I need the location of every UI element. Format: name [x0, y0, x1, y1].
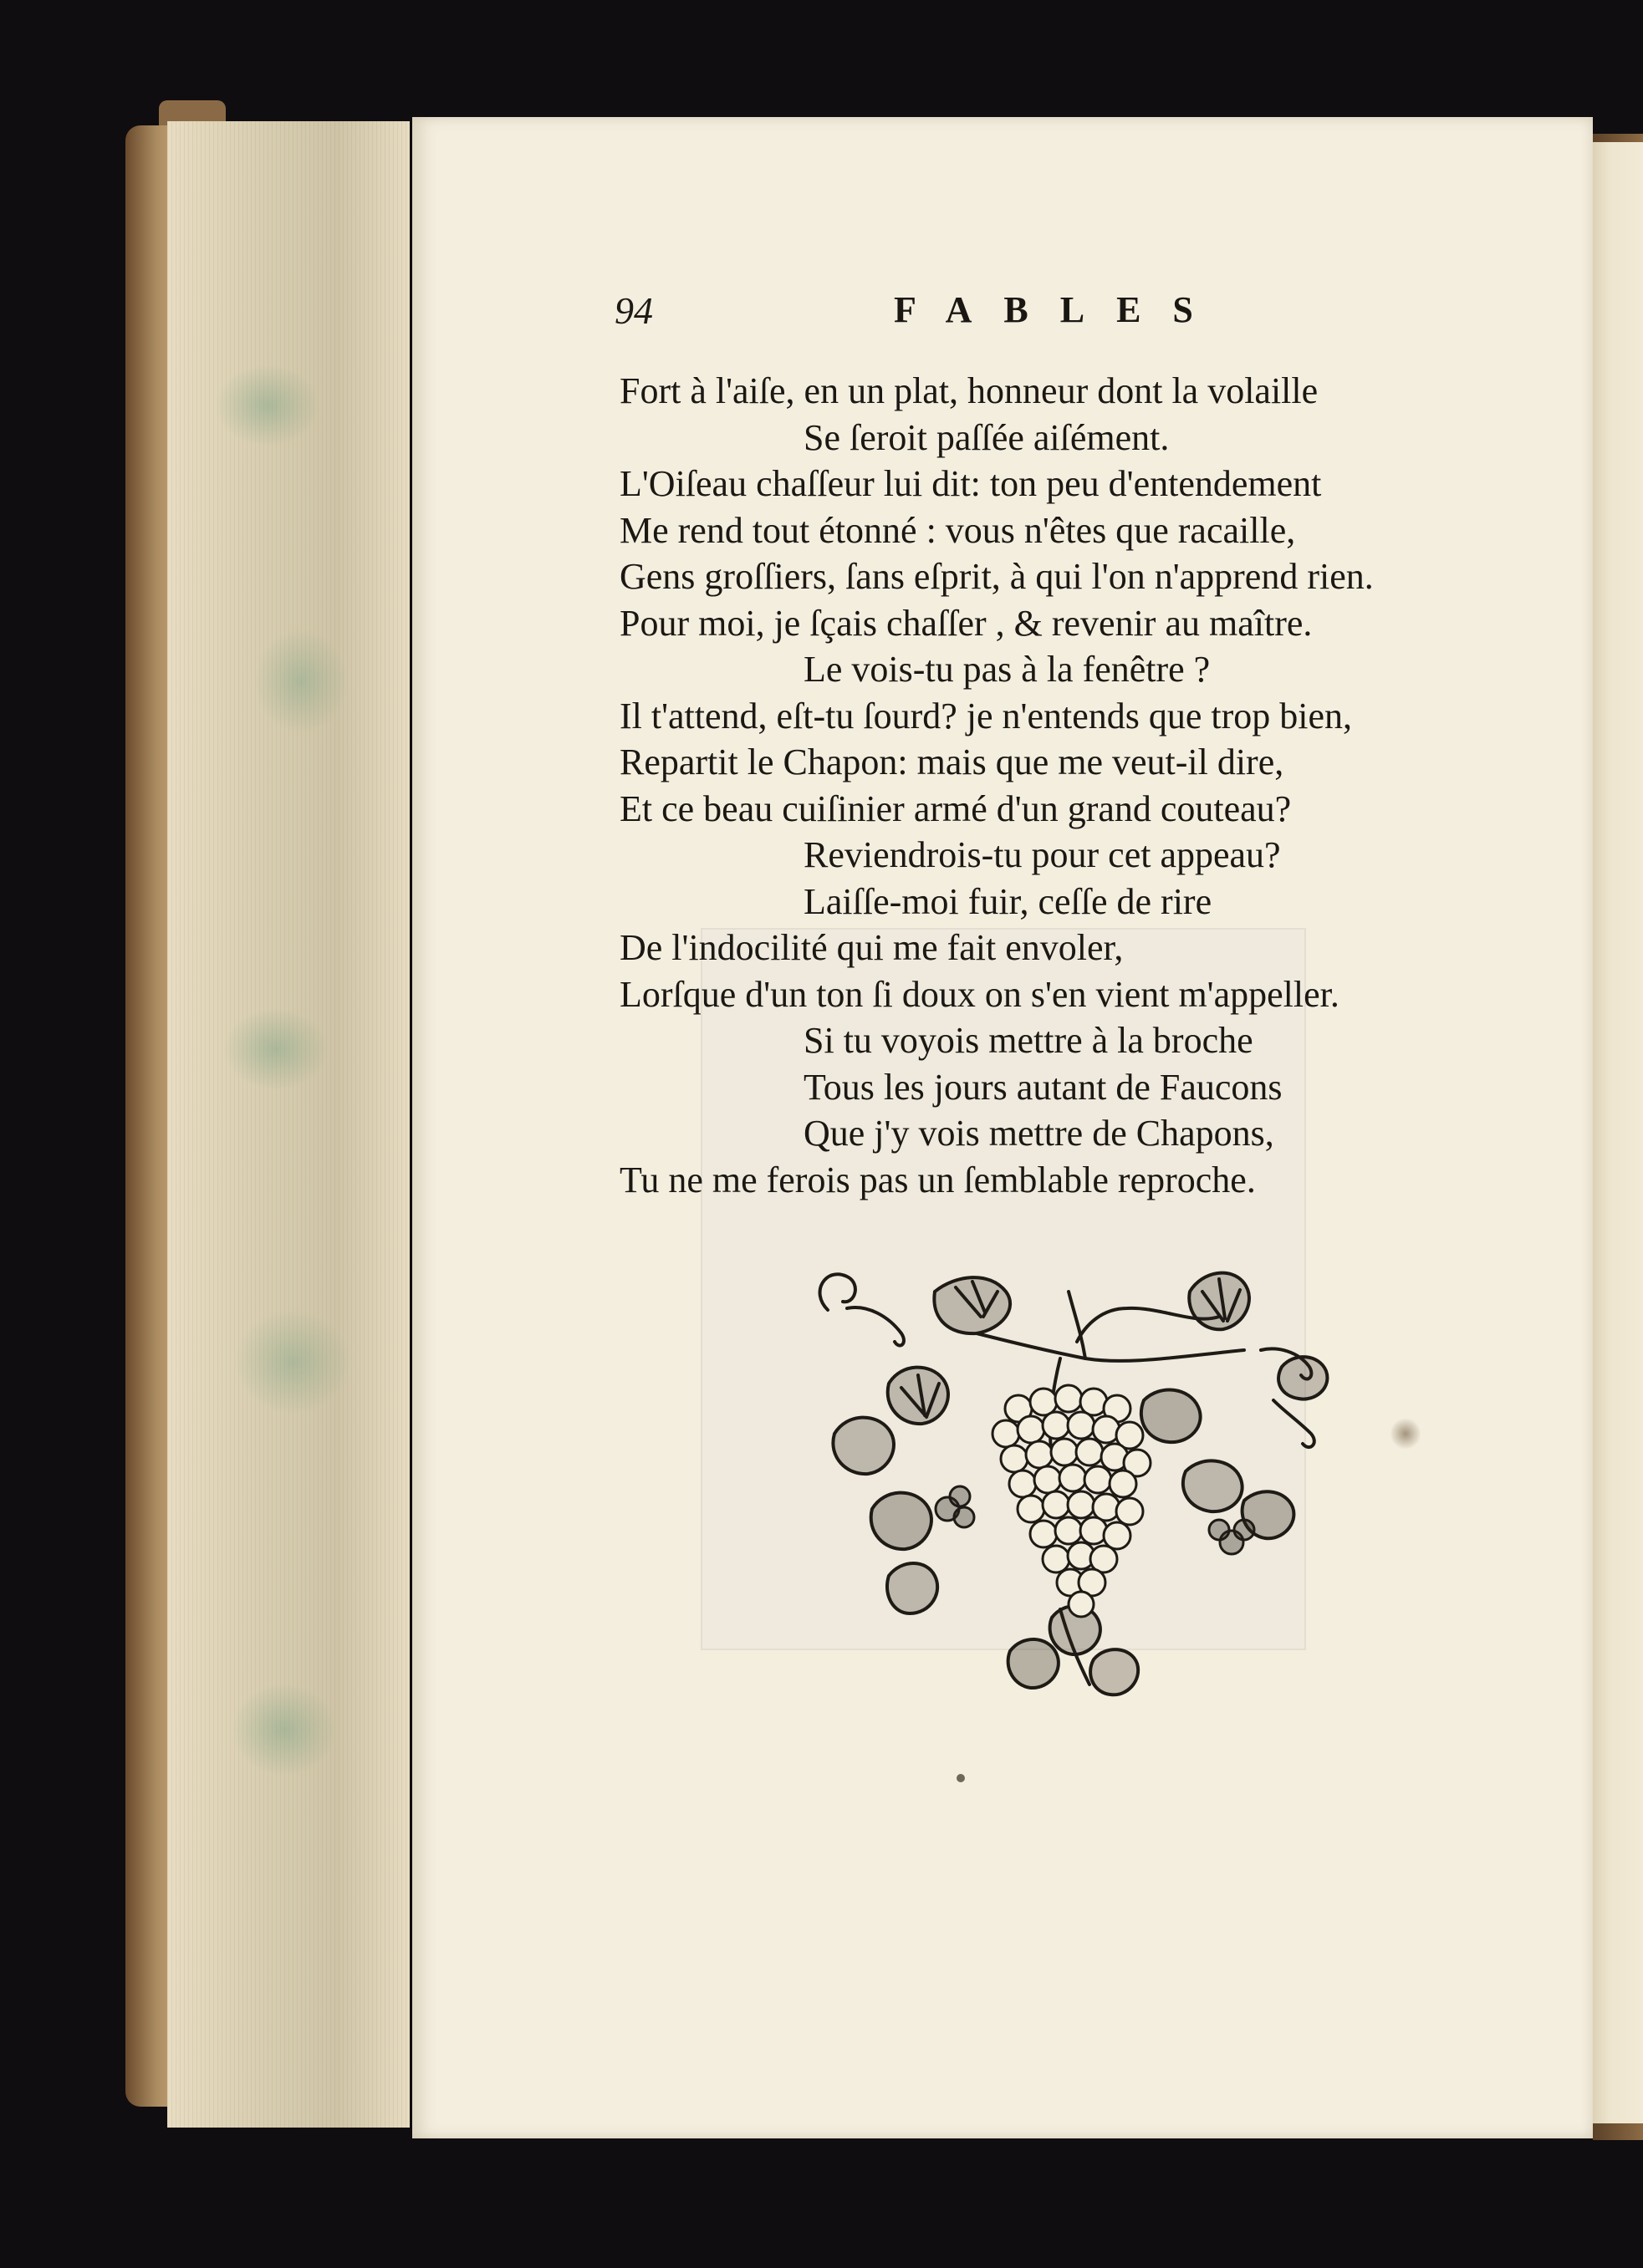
verse-line: Me rend tout étonné : vous n'êtes que racaille,: [620, 509, 1296, 551]
verse-line: Se ſeroit paſſée aiſément.: [804, 416, 1170, 458]
verse-line: Si tu voyois mettre à la broche: [804, 1020, 1253, 1061]
facing-page-edge: [1584, 142, 1643, 2123]
verse-line: L'Oiſeau chaſſeur lui dit: ton peu d'entendement: [620, 463, 1322, 504]
verse-line: Que j'y vois mettre de Chapons,: [804, 1113, 1274, 1154]
verse-line: Reviendrois-tu pour cet appeau?: [804, 834, 1281, 875]
book-page: [412, 117, 1593, 2138]
verse-line: Gens groſſiers, ſans eſprit, à qui l'on n'apprend rien.: [620, 556, 1374, 597]
verse-line: Pour moi, je ſçais chaſſer , & revenir au maître.: [620, 602, 1313, 644]
page-dot: [957, 1774, 965, 1782]
page-header: [615, 288, 1367, 347]
verse-line: Repartit le Chapon: mais que me veut-il dire,: [620, 742, 1284, 782]
verse-line: De l'indocilité qui me fait envoler,: [620, 927, 1124, 968]
verse-line: Fort à l'aiſe, en un plat, honneur dont la volaille: [620, 370, 1319, 411]
page-stain: [1390, 1417, 1421, 1450]
grape-vine-woodcut-icon: [809, 1258, 1370, 1710]
verse-line: Tous les jours autant de Faucons: [804, 1066, 1283, 1108]
running-head: FABLES: [894, 289, 1225, 330]
verse-line: Il t'attend, eſt-tu ſourd? je n'entends que trop bien,: [620, 695, 1353, 736]
verse-line: Laiſſe-moi fuir, ceſſe de rire: [804, 880, 1212, 922]
verse-line: Tu ne me ferois pas un ſemblable reproche.: [620, 1159, 1256, 1200]
page-edge-stack: [167, 121, 410, 2128]
page-number: 94: [615, 289, 653, 332]
poem-text: [620, 368, 1506, 1203]
verse-line: Lorſque d'un ton ſi doux on s'en vient m'appeller.: [620, 973, 1339, 1015]
verse-line: Le vois-tu pas à la fenêtre ?: [804, 649, 1211, 690]
verse-line: Et ce beau cuiſinier armé d'un grand couteau?: [620, 787, 1292, 829]
